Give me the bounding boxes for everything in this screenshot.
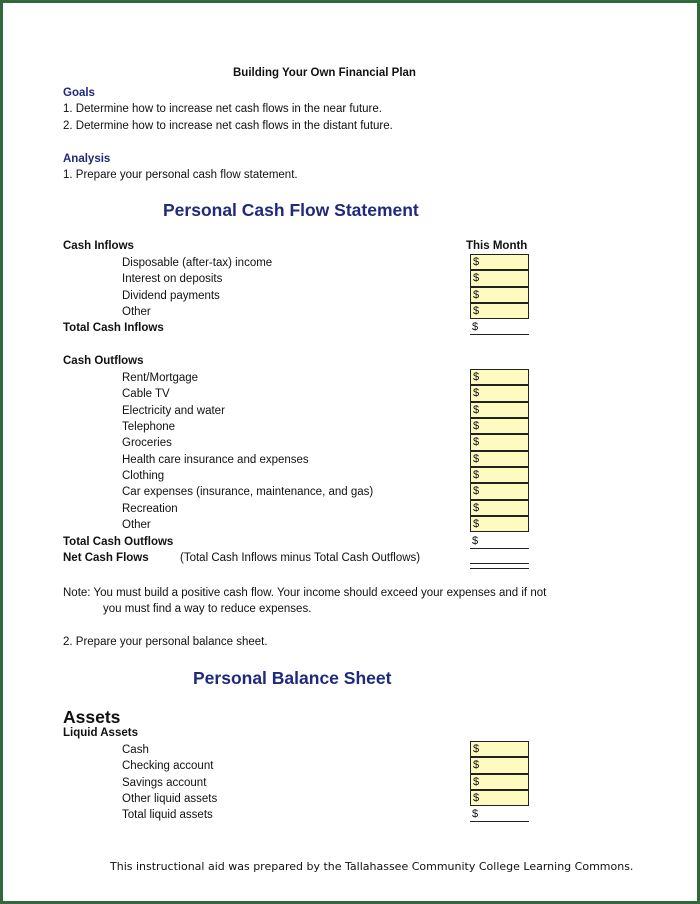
outflow-label: Car expenses (insurance, maintenance, and gas)	[122, 486, 374, 499]
liquid-asset-label: Other liquid assets	[122, 793, 218, 806]
liquid-assets-heading: Liquid Assets	[63, 727, 138, 739]
outflow-label: Clothing	[122, 470, 165, 483]
goal-item: 2. Determine how to increase net cash flows in the distant future.	[63, 120, 393, 132]
outflow-amount-input[interactable]: $	[470, 451, 529, 467]
outflow-label: Cable TV	[122, 388, 170, 401]
analysis-step-1: 1. Prepare your personal cash flow statement.	[63, 169, 298, 181]
analysis-heading: Analysis	[63, 153, 111, 165]
liquid-asset-label: Cash	[122, 744, 149, 756]
total-outflows-label: Total Cash Outflows	[63, 536, 174, 548]
balance-sheet-title: Personal Balance Sheet	[193, 668, 392, 688]
outflow-label: Recreation	[122, 502, 178, 515]
outflow-amount-input[interactable]: $	[470, 516, 529, 532]
outflow-amount-input[interactable]: $	[470, 385, 529, 401]
outflow-amount-input[interactable]: $	[470, 418, 529, 434]
outflow-label: Rent/Mortgage	[122, 372, 199, 384]
analysis-step-2: 2. Prepare your personal balance sheet.	[63, 636, 268, 648]
outflow-amount-input[interactable]: $	[470, 500, 529, 516]
net-cash-flows-label: Net Cash Flows	[63, 552, 149, 564]
outflow-label: Other	[122, 519, 151, 532]
total-liquid-assets-label: Total liquid assets	[122, 809, 213, 821]
liquid-asset-amount-input[interactable]: $	[470, 741, 529, 757]
inflow-amount-input[interactable]: $	[470, 303, 529, 319]
goal-item: 1. Determine how to increase net cash flows in the near future.	[63, 103, 382, 115]
cash-outflows-heading: Cash Outflows	[63, 355, 144, 367]
outflow-label: Groceries	[122, 437, 172, 450]
liquid-asset-amount-input[interactable]: $	[470, 757, 529, 773]
net-cash-flows-note: (Total Cash Inflows minus Total Cash Outflows)	[180, 552, 421, 564]
footer-credit: This instructional aid was prepared by the Tallahassee Community College Learning Commons.	[110, 860, 634, 873]
inflow-amount-input[interactable]: $	[470, 287, 529, 303]
note-line-2: you must find a way to reduce expenses.	[103, 603, 312, 615]
outflow-amount-input[interactable]: $	[470, 483, 529, 499]
outflow-amount-input[interactable]: $	[470, 402, 529, 418]
goals-heading: Goals	[63, 87, 95, 99]
inflow-label: Interest on deposits	[122, 273, 223, 286]
cash-flow-title: Personal Cash Flow Statement	[163, 200, 419, 220]
inflow-label: Other	[122, 305, 151, 318]
liquid-asset-label: Checking account	[122, 760, 214, 773]
outflow-amount-input[interactable]: $	[470, 369, 529, 385]
outflow-amount-input[interactable]: $	[470, 434, 529, 450]
inflow-label: Dividend payments	[122, 289, 220, 302]
liquid-asset-label: Savings account	[122, 776, 207, 789]
total-outflows-value: $	[470, 535, 529, 549]
liquid-asset-amount-input[interactable]: $	[470, 790, 529, 806]
inflow-amount-input[interactable]: $	[470, 270, 529, 286]
outflow-label: Electricity and water	[122, 404, 225, 417]
inflow-amount-input[interactable]: $	[470, 254, 529, 270]
outflow-label: Telephone	[122, 421, 176, 434]
document-title: Building Your Own Financial Plan	[233, 67, 416, 79]
assets-heading: Assets	[63, 707, 121, 727]
outflow-label: Health care insurance and expenses	[122, 453, 309, 466]
total-inflows-label: Total Cash Inflows	[63, 322, 164, 334]
note-line-1: Note: You must build a positive cash flow. Your income should exceed your expenses and if not	[63, 587, 547, 599]
net-cash-flows-double-underline	[470, 563, 529, 569]
liquid-asset-amount-input[interactable]: $	[470, 774, 529, 790]
this-month-header: This Month	[466, 240, 528, 252]
outflow-amount-input[interactable]: $	[470, 467, 529, 483]
cash-inflows-heading: Cash Inflows	[63, 240, 134, 252]
total-inflows-value: $	[470, 321, 529, 335]
inflow-label: Disposable (after-tax) income	[122, 257, 273, 269]
total-liquid-assets-value: $	[470, 808, 529, 822]
